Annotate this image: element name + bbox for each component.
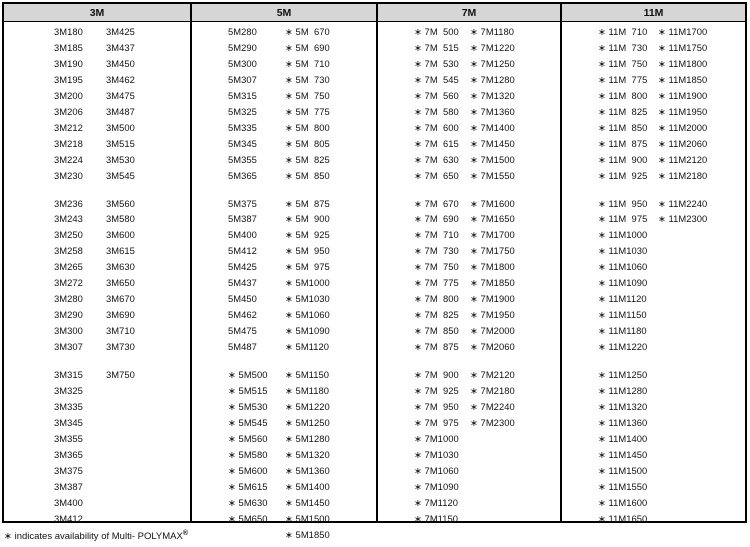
size-cell: ∗ 7M1120 — [414, 496, 459, 508]
size-cell: ∗ 11M 775 — [598, 73, 648, 85]
size-cell: ∗ 5M 805 — [285, 137, 330, 149]
size-cell: ∗ 11M 925 — [598, 169, 648, 181]
size-cell: 5M280 — [228, 26, 257, 37]
size-cell: 5M300 — [228, 57, 257, 69]
size-cell: ∗ 5M1000 — [285, 277, 330, 289]
size-cell: ∗ 7M 615 — [414, 137, 459, 149]
size-cell: ∗ 5M1090 — [285, 325, 330, 337]
size-cell: ∗ 7M1150 — [414, 512, 459, 524]
size-cell: ∗ 7M 850 — [414, 325, 459, 337]
size-cell: ∗ 11M1550 — [598, 480, 648, 492]
size-cell: 3M315 — [54, 369, 83, 380]
size-cell: ∗ 7M1700 — [470, 229, 515, 241]
size-cell: 3M258 — [54, 245, 83, 257]
size-cell: ∗ 11M1320 — [598, 400, 648, 412]
footnote-text: ∗ indicates availability of Multi- POLYMAX — [4, 531, 183, 543]
size-cell: ∗ 7M2060 — [470, 341, 515, 353]
size-cell: ∗ 5M1450 — [285, 496, 330, 508]
size-cell: ∗ 11M2240 — [658, 197, 708, 209]
size-cell: ∗ 11M1650 — [598, 512, 648, 524]
size-cell: ∗ 11M 730 — [598, 41, 648, 53]
size-cell: 3M250 — [54, 229, 83, 241]
size-cell: 5M375 — [228, 197, 257, 209]
size-cell: ∗ 5M580 — [228, 448, 268, 460]
size-cell: ∗ 11M1700 — [658, 26, 708, 37]
size-cell: 5M315 — [228, 89, 257, 101]
size-cell: ∗ 5M1850 — [285, 528, 330, 540]
size-cell: 3M412 — [54, 512, 83, 524]
size-cell: ∗ 7M 800 — [414, 293, 459, 305]
size-cell: ∗ 5M 925 — [285, 229, 330, 241]
size-cell: 5M290 — [228, 41, 257, 53]
size-cell: ∗ 7M1000 — [414, 432, 459, 444]
size-cell: 3M325 — [54, 384, 83, 396]
size-cell: ∗ 7M 690 — [414, 213, 459, 225]
header-7m: 7M — [378, 4, 560, 22]
size-cell: ∗ 5M 875 — [285, 197, 330, 209]
size-cell: 3M206 — [54, 105, 83, 117]
size-cell: 3M650 — [106, 277, 135, 289]
size-cell: 5M425 — [228, 261, 257, 273]
size-cell: ∗ 11M1450 — [598, 448, 648, 460]
size-cell: ∗ 5M1030 — [285, 293, 330, 305]
size-cell: ∗ 7M 650 — [414, 169, 459, 181]
size-cell: ∗ 7M 710 — [414, 229, 459, 241]
size-cell: 5M462 — [228, 309, 257, 321]
size-cell: ∗ 5M 730 — [285, 73, 330, 85]
header-5m: 5M — [192, 4, 376, 22]
size-cell: ∗ 7M2000 — [470, 325, 515, 337]
size-cell: ∗ 5M 800 — [285, 121, 330, 133]
size-cell: ∗ 5M615 — [228, 480, 268, 492]
size-cell: ∗ 7M1800 — [470, 261, 515, 273]
size-cell: ∗ 5M1150 — [285, 369, 330, 380]
size-cell: ∗ 11M1030 — [598, 245, 648, 257]
size-cell: ∗ 7M1750 — [470, 245, 515, 257]
size-cell: ∗ 5M630 — [228, 496, 268, 508]
size-cell: ∗ 5M650 — [228, 512, 268, 524]
size-cell: 5M345 — [228, 137, 257, 149]
size-cell: ∗ 5M 750 — [285, 89, 330, 101]
size-cell: 3M375 — [54, 464, 83, 476]
size-cell: 3M265 — [54, 261, 83, 273]
size-cell: 3M200 — [54, 89, 83, 101]
size-cell: 5M400 — [228, 229, 257, 241]
size-cell: ∗ 7M1220 — [470, 41, 515, 53]
size-cell: ∗ 11M 875 — [598, 137, 648, 149]
size-cell: ∗ 11M1120 — [598, 293, 647, 305]
size-cell: 3M345 — [54, 416, 83, 428]
size-cell: ∗ 7M 825 — [414, 309, 459, 321]
size-cell: ∗ 5M500 — [228, 369, 268, 380]
size-cell: ∗ 11M1750 — [658, 41, 708, 53]
size-cell: ∗ 11M1400 — [598, 432, 648, 444]
size-cell: ∗ 7M 925 — [414, 384, 459, 396]
size-cell: 3M615 — [106, 245, 135, 257]
size-cell: 3M272 — [54, 277, 83, 289]
size-cell: 3M515 — [106, 137, 135, 149]
size-cell: ∗ 7M1600 — [470, 197, 515, 209]
size-cell: 3M487 — [106, 105, 135, 117]
size-cell: 3M580 — [106, 213, 135, 225]
size-cell: ∗ 7M1650 — [470, 213, 515, 225]
header-11m: 11M — [562, 4, 745, 22]
size-cell: ∗ 11M 950 — [598, 197, 648, 209]
size-cell: 3M690 — [106, 309, 135, 321]
size-cell: 3M224 — [54, 153, 83, 165]
size-cell: ∗ 11M2180 — [658, 169, 708, 181]
size-cell: 3M243 — [54, 213, 83, 225]
size-cell: ∗ 5M 975 — [285, 261, 330, 273]
size-cell: 5M307 — [228, 73, 257, 85]
size-cell: ∗ 5M 900 — [285, 213, 330, 225]
size-cell: 3M545 — [106, 169, 135, 181]
size-cell: ∗ 11M 825 — [598, 105, 648, 117]
size-cell: 3M600 — [106, 229, 135, 241]
size-cell: ∗ 7M 530 — [414, 57, 459, 69]
size-cell: ∗ 11M1090 — [598, 277, 648, 289]
size-cell: 3M670 — [106, 293, 135, 305]
size-cell: ∗ 5M1220 — [285, 400, 330, 412]
size-cell: 3M300 — [54, 325, 83, 337]
size-cell: ∗ 7M2300 — [470, 416, 515, 428]
size-cell: 5M325 — [228, 105, 257, 117]
size-cell: ∗ 11M1900 — [658, 89, 708, 101]
size-cell: ∗ 11M 975 — [598, 213, 648, 225]
size-cell: 5M335 — [228, 121, 257, 133]
size-cell: ∗ 5M 670 — [285, 26, 330, 37]
size-cell: ∗ 11M2000 — [658, 121, 708, 133]
size-cell: ∗ 5M545 — [228, 416, 268, 428]
size-cell: 5M355 — [228, 153, 257, 165]
size-cell: 3M560 — [106, 197, 135, 209]
size-cell: 3M290 — [54, 309, 83, 321]
size-cell: 5M387 — [228, 213, 257, 225]
size-cell: ∗ 7M 600 — [414, 121, 459, 133]
size-cell: 3M190 — [54, 57, 83, 69]
size-cell: ∗ 11M1360 — [598, 416, 648, 428]
size-cell: ∗ 5M1360 — [285, 464, 330, 476]
size-cell: ∗ 7M 630 — [414, 153, 459, 165]
size-cell: 3M365 — [54, 448, 83, 460]
size-cell: ∗ 7M1060 — [414, 464, 459, 476]
size-cell: ∗ 5M1120 — [285, 341, 330, 353]
size-cell: ∗ 11M 850 — [598, 121, 648, 133]
size-cell: 5M475 — [228, 325, 257, 337]
size-cell: 5M450 — [228, 293, 257, 305]
size-cell: ∗ 11M2120 — [658, 153, 708, 165]
size-cell: ∗ 7M2180 — [470, 384, 515, 396]
size-cell: ∗ 11M1150 — [598, 309, 647, 321]
size-cell: ∗ 7M 900 — [414, 369, 459, 380]
size-cell: ∗ 7M 750 — [414, 261, 459, 273]
size-cell: ∗ 11M 900 — [598, 153, 648, 165]
size-cell: 3M185 — [54, 41, 83, 53]
size-cell: 3M462 — [106, 73, 135, 85]
size-cell: ∗ 11M2060 — [658, 137, 708, 149]
size-cell: ∗ 5M1180 — [285, 384, 330, 396]
size-cell: 3M236 — [54, 197, 83, 209]
size-cell: ∗ 11M1000 — [598, 229, 648, 241]
size-cell: ∗ 5M560 — [228, 432, 268, 444]
registered-mark: ® — [182, 530, 189, 537]
size-cell: ∗ 5M1400 — [285, 480, 330, 492]
size-cell: ∗ 7M 580 — [414, 105, 459, 117]
size-cell: ∗ 11M1950 — [658, 105, 708, 117]
size-cell: 3M280 — [54, 293, 83, 305]
size-cell: ∗ 7M 730 — [414, 245, 459, 257]
size-cell: ∗ 7M1090 — [414, 480, 459, 492]
header-3m: 3M — [4, 4, 190, 22]
size-cell: ∗ 5M 950 — [285, 245, 330, 257]
size-cell: ∗ 7M1950 — [470, 309, 515, 321]
size-cell: ∗ 5M 775 — [285, 105, 330, 117]
size-cell: ∗ 7M 950 — [414, 400, 459, 412]
size-cell: ∗ 11M1060 — [598, 261, 648, 273]
size-cell: ∗ 5M1250 — [285, 416, 330, 428]
size-cell: ∗ 5M1500 — [285, 512, 330, 524]
size-cell: ∗ 7M 500 — [414, 26, 459, 37]
size-cell: ∗ 5M 690 — [285, 41, 330, 53]
size-cell: 5M412 — [228, 245, 257, 257]
size-cell: ∗ 11M 710 — [598, 26, 648, 37]
size-cell: ∗ 7M1850 — [470, 277, 515, 289]
size-cell: ∗ 7M 515 — [414, 41, 459, 53]
size-cell: ∗ 7M 875 — [414, 341, 459, 353]
size-cell: ∗ 7M 775 — [414, 277, 459, 289]
size-cell: ∗ 11M1220 — [598, 341, 648, 353]
size-cell: 3M710 — [106, 325, 135, 337]
size-cell: ∗ 7M2240 — [470, 400, 515, 412]
size-cell: 3M500 — [106, 121, 135, 133]
size-cell: 5M437 — [228, 277, 257, 289]
size-cell: ∗ 11M1800 — [658, 57, 708, 69]
size-cell: ∗ 5M 710 — [285, 57, 330, 69]
size-cell: 3M307 — [54, 341, 83, 353]
size-cell: 3M530 — [106, 153, 135, 165]
size-cell: ∗ 7M1360 — [470, 105, 515, 117]
size-cell: ∗ 7M1030 — [414, 448, 459, 460]
size-cell: 3M425 — [106, 26, 135, 37]
size-cell: ∗ 11M1600 — [598, 496, 648, 508]
size-cell: ∗ 5M530 — [228, 400, 268, 412]
size-cell: ∗ 7M1180 — [470, 26, 515, 37]
size-cell: ∗ 11M1850 — [658, 73, 708, 85]
size-cell: ∗ 7M1250 — [470, 57, 515, 69]
size-cell: 3M387 — [54, 480, 83, 492]
size-cell: ∗ 11M 800 — [598, 89, 648, 101]
size-cell: ∗ 5M 850 — [285, 169, 330, 181]
size-cell: ∗ 7M 560 — [414, 89, 459, 101]
footnote — [4, 530, 188, 542]
size-cell: 3M355 — [54, 432, 83, 444]
size-cell: 3M230 — [54, 169, 83, 181]
size-cell: ∗ 5M1060 — [285, 309, 330, 321]
size-cell: ∗ 11M1280 — [598, 384, 648, 396]
size-cell: ∗ 7M1280 — [470, 73, 515, 85]
size-cell: 3M475 — [106, 89, 135, 101]
size-cell: ∗ 11M1500 — [598, 464, 648, 476]
size-cell: 3M730 — [106, 341, 135, 353]
column-divider — [376, 4, 378, 521]
size-cell: ∗ 7M1900 — [470, 293, 515, 305]
size-cell: ∗ 7M 545 — [414, 73, 459, 85]
size-cell: 5M487 — [228, 341, 257, 353]
size-cell: ∗ 5M600 — [228, 464, 268, 476]
size-cell: ∗ 5M1280 — [285, 432, 330, 444]
size-cell: ∗ 7M1400 — [470, 121, 515, 133]
size-cell: 3M450 — [106, 57, 135, 69]
size-cell: ∗ 5M1320 — [285, 448, 330, 460]
size-cell: ∗ 11M2300 — [658, 213, 708, 225]
size-cell: ∗ 7M2120 — [470, 369, 515, 380]
size-cell: 3M400 — [54, 496, 83, 508]
size-cell: ∗ 5M 825 — [285, 153, 330, 165]
size-cell: 3M180 — [54, 26, 83, 37]
size-cell: 3M437 — [106, 41, 135, 53]
size-cell: ∗ 7M1320 — [470, 89, 515, 101]
size-cell: 5M365 — [228, 169, 257, 181]
size-cell: ∗ 11M 750 — [598, 57, 648, 69]
size-cell: ∗ 7M1500 — [470, 153, 515, 165]
size-cell: ∗ 5M515 — [228, 384, 268, 396]
size-cell: ∗ 7M 975 — [414, 416, 459, 428]
size-cell: ∗ 7M 670 — [414, 197, 459, 209]
size-cell: ∗ 11M1180 — [598, 325, 647, 337]
size-cell: ∗ 7M1550 — [470, 169, 515, 181]
size-cell: 3M630 — [106, 261, 135, 273]
size-cell: 3M212 — [54, 121, 83, 133]
size-cell: 3M750 — [106, 369, 135, 380]
size-cell: 3M195 — [54, 73, 83, 85]
column-divider — [190, 4, 192, 521]
size-cell: 3M218 — [54, 137, 83, 149]
column-divider — [560, 4, 562, 521]
size-cell: ∗ 7M1450 — [470, 137, 515, 149]
size-cell: 3M335 — [54, 400, 83, 412]
size-cell: ∗ 11M1250 — [598, 369, 648, 380]
